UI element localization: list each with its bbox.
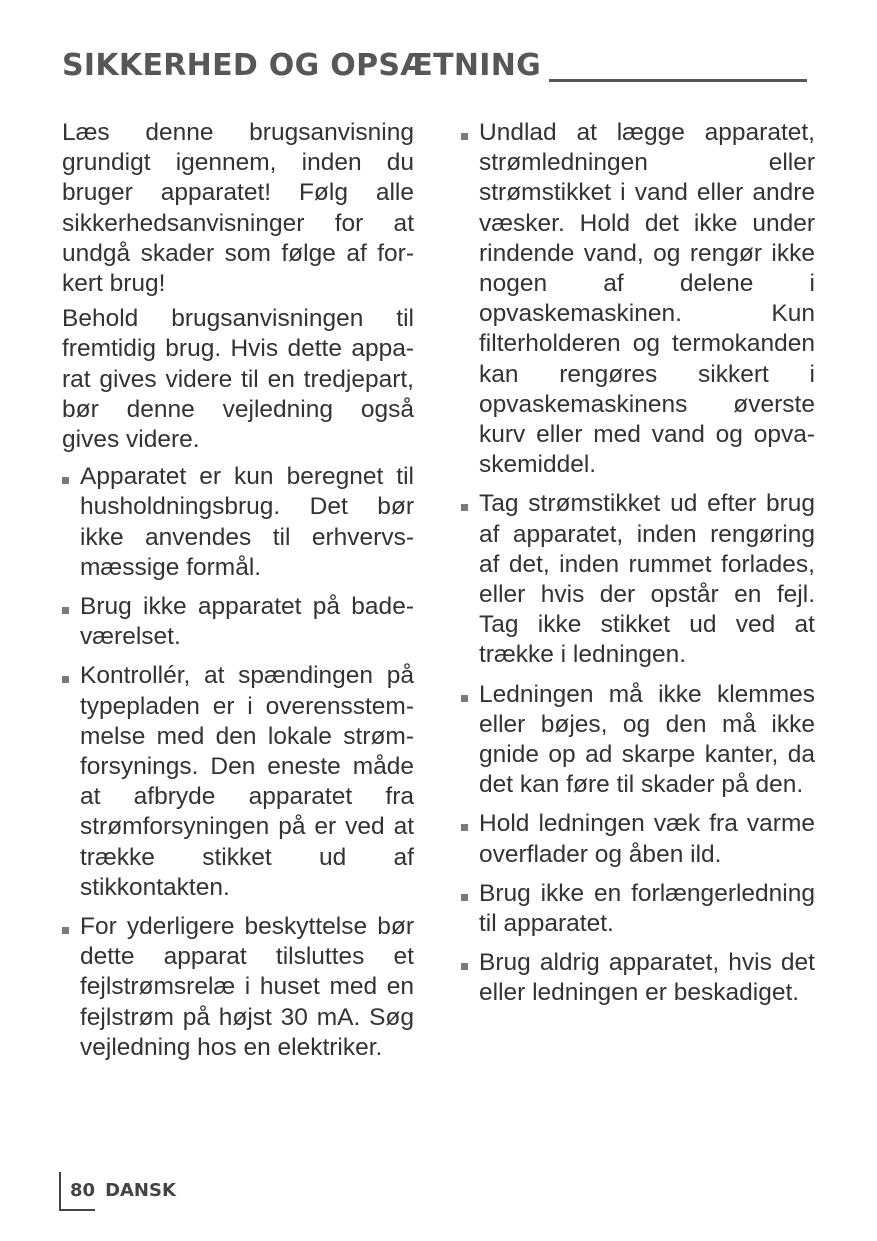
left-column <box>62 118 414 1072</box>
bullet-square-icon <box>461 133 468 140</box>
safety-list-item-text: Brug aldrig apparatet, hvis det eller ledningen er beskadiget. <box>479 949 815 1007</box>
safety-list-item <box>62 592 414 652</box>
footer-language: DANSK <box>105 1180 176 1201</box>
safety-list-item <box>62 661 414 903</box>
safety-list-item-text: Kontrollér, at spændingen på typepladen er i overensstemmelse med den lokale strømforsynings. Den eneste måde at afbryde apparatet fra strømforsyningen på er ved at trække stikket ud af stikkontakten. <box>80 662 414 901</box>
safety-list-item-text: Apparatet er kun beregnet til husholdningsbrug. Det bør ikke anvendes til erhvervsmæssige formål. <box>80 463 414 581</box>
title-rule <box>549 79 807 82</box>
safety-list-item-text: For yderligere beskyttelse bør dette apparat tilsluttes et fejlstrømsrelæ i huset med en fejlstrøm på højst 30 mA. Søg vejledning hos en elektriker. <box>80 913 414 1061</box>
bullet-square-icon <box>461 824 468 831</box>
bullet-square-icon <box>461 963 468 970</box>
intro-paragraph: Behold brugsanvisningen til fremtidig brug. Hvis dette apparat gives videre til en tredjepart, bør denne vejledning også gives videre. <box>62 305 414 454</box>
safety-list-item-text: Tag strømstikket ud efter brug af apparatet, inden rengøring af det, inden rummet forlades, eller hvis der opstår en fejl. Tag ikke stikket ud ved at trække i ledningen. <box>479 490 815 669</box>
right-column <box>461 118 815 1018</box>
bullet-square-icon <box>461 695 468 702</box>
bullet-square-icon <box>461 504 468 511</box>
bullet-square-icon <box>62 607 69 614</box>
page-footer <box>70 1180 176 1201</box>
safety-list-item-text: Brug ikke apparatet på badeværelset. <box>80 593 414 651</box>
page-number: 80 <box>70 1180 96 1201</box>
safety-list-item <box>461 680 815 801</box>
intro-paragraph: Læs denne brugsanvisning grundigt igennem, inden du bruger apparatet! Følg alle sikkerhedsanvisninger for at undgå skader som følge af forkert brug! <box>62 119 414 298</box>
bullet-square-icon <box>461 894 468 901</box>
safety-list-item-text: Ledningen må ikke klemmes eller bøjes, og den må ikke gnide op ad skarpe kanter, da det kan føre til skader på den. <box>479 680 815 799</box>
footer-rule <box>59 1172 61 1210</box>
safety-list-item <box>461 118 815 480</box>
safety-list-item <box>461 489 815 670</box>
safety-list-item-text: Brug ikke en forlængerledning til apparatet. <box>479 879 815 938</box>
bullet-square-icon <box>62 676 69 683</box>
page-title: SIKKERHED OG OPSÆTNING <box>62 48 542 83</box>
safety-list-item <box>461 879 815 939</box>
bullet-square-icon <box>62 927 69 934</box>
safety-list-item <box>461 809 815 869</box>
bullet-square-icon <box>62 477 69 484</box>
safety-list-item <box>62 462 414 583</box>
safety-list-item <box>461 948 815 1008</box>
safety-list-item <box>62 912 414 1063</box>
footer-underline <box>59 1209 95 1211</box>
safety-list-item-text: Undlad at lægge apparatet, strømledningen eller strømstikket i vand eller andre væsker. Hold det ikke under rindende vand, og rengør ikke nogen af delene i opvaskemaskinen. Kun filterholderen og termokanden kan rengøres sikkert i opvaskemaskinens øverste kurv eller med vand og opvaskemiddel. <box>479 119 815 479</box>
safety-list-item-text: Hold ledningen væk fra varme overflader og åben ild. <box>479 810 815 868</box>
